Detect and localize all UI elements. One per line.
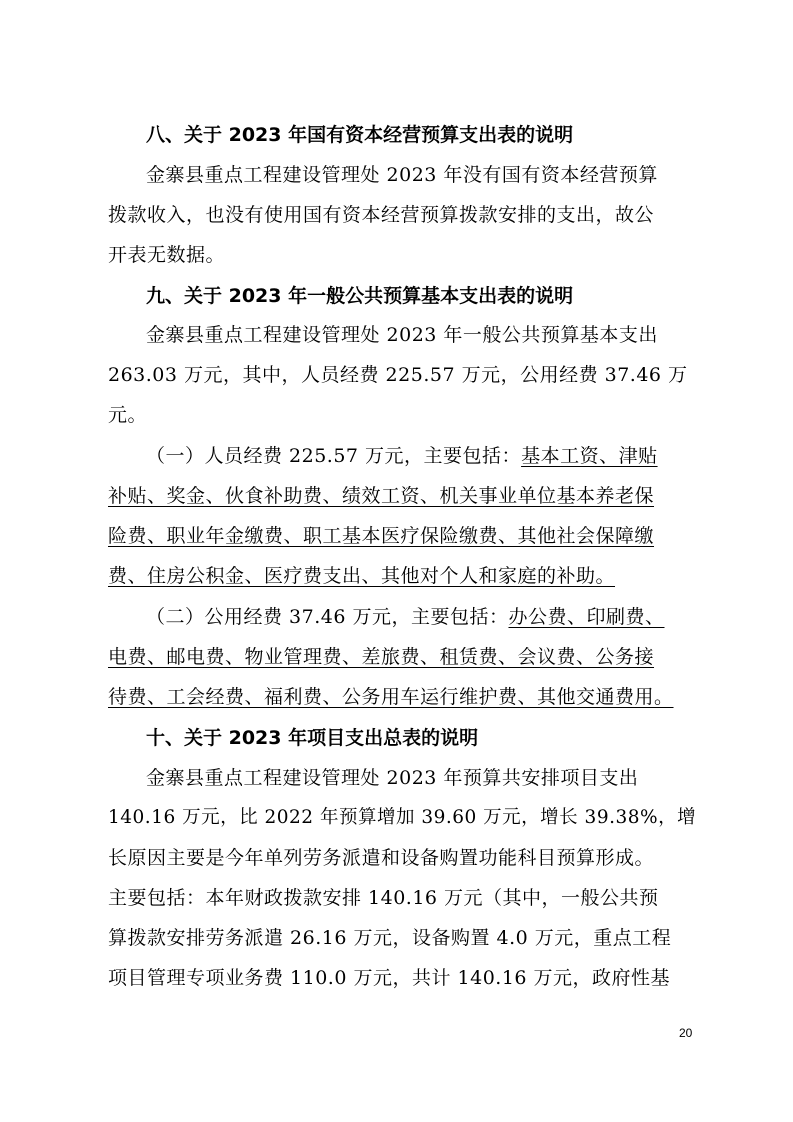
section-8-line-3: 开表无数据。 xyxy=(108,244,226,266)
section-10-line-6: 项目管理专项业务费 110.0 万元，共计 140.16 万元，政府性基 xyxy=(108,967,671,989)
personnel-expense-line-4: 费、住房公积金、医疗费支出、其他对个人和家庭的补助。 xyxy=(108,565,616,587)
page-number: 20 xyxy=(679,1026,693,1040)
section-10-heading: 十、关于 2023 年项目支出总表的说明 xyxy=(146,727,479,749)
section-8-line-1: 金寨县重点工程建设管理处 2023 年没有国有资本经营预算 xyxy=(146,164,658,186)
section-8-line-2: 拨款收入，也没有使用国有资本经营预算拨款安排的支出，故公 xyxy=(108,204,655,226)
section-9-line-2: 263.03 万元，其中，人员经费 225.57 万元，公用经费 37.46 万 xyxy=(108,364,688,386)
section-9-line-3: 元。 xyxy=(108,404,148,426)
personnel-expense-items-start: 基本工资、津贴 xyxy=(521,445,658,467)
section-10-line-2: 140.16 万元，比 2022 年预算增加 39.60 万元，增长 39.38%，增 xyxy=(108,807,697,828)
public-expense-prefix: （二）公用经费 37.46 万元，主要包括： xyxy=(146,606,509,628)
section-10-line-3: 长原因主要是今年单列劳务派遣和设备购置功能科目预算形成。 xyxy=(108,847,655,869)
public-expense-items-start: 办公费、印刷费、 xyxy=(508,606,665,628)
public-expense-line-1 xyxy=(146,602,665,629)
public-expense-line-2: 电费、邮电费、物业管理费、差旅费、租赁费、会议费、公务接 xyxy=(108,646,655,668)
section-8-heading: 八、关于 2023 年国有资本经营预算支出表的说明 xyxy=(146,124,574,146)
section-10-line-5: 算拨款安排劳务派遣 26.16 万元，设备购置 4.0 万元，重点工程 xyxy=(108,927,672,949)
public-expense-line-3: 待费、工会经费、福利费、公务用车运行维护费、其他交通费用。 xyxy=(108,686,674,708)
section-10-line-4: 主要包括：本年财政拨款安排 140.16 万元（其中，一般公共预 xyxy=(108,887,659,909)
section-9-line-1: 金寨县重点工程建设管理处 2023 年一般公共预算基本支出 xyxy=(146,324,658,346)
personnel-expense-line-3: 险费、职业年金缴费、职工基本医疗保险缴费、其他社会保障缴 xyxy=(108,525,655,547)
section-9-heading: 九、关于 2023 年一般公共预算基本支出表的说明 xyxy=(146,285,574,307)
personnel-expense-prefix: （一）人员经费 225.57 万元，主要包括： xyxy=(146,445,522,467)
section-10-line-1: 金寨县重点工程建设管理处 2023 年预算共安排项目支出 xyxy=(146,767,639,789)
personnel-expense-line-2: 补贴、奖金、伙食补助费、绩效工资、机关事业单位基本养老保 xyxy=(108,485,655,507)
personnel-expense-line-1 xyxy=(146,441,658,468)
